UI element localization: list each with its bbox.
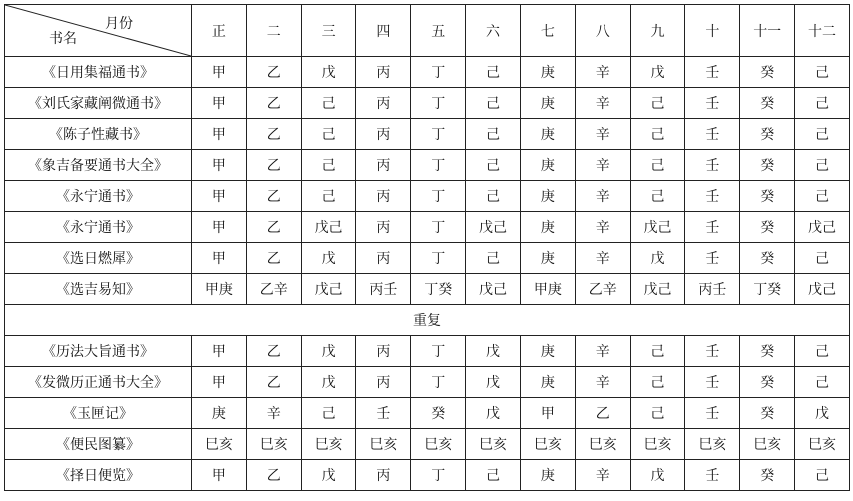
- table-row: [5, 429, 850, 460]
- stem-cell: 辛: [575, 119, 630, 150]
- book-title-cell: 《择日便览》: [5, 460, 192, 491]
- stem-cell: 己: [795, 367, 850, 398]
- stem-cell: 甲: [192, 88, 247, 119]
- stem-cell: 己: [301, 181, 356, 212]
- stem-cell: 戊己: [630, 212, 685, 243]
- book-title-cell: 《象吉备要通书大全》: [5, 150, 192, 181]
- stem-cell: 戊: [630, 243, 685, 274]
- stem-cell: 丙: [356, 243, 411, 274]
- stem-cell: 丁: [411, 57, 466, 88]
- month-header: 七: [520, 5, 575, 57]
- stem-cell: 甲: [192, 119, 247, 150]
- stem-cell: 巳亥: [575, 429, 630, 460]
- stem-cell: 己: [466, 57, 521, 88]
- stem-cell: 乙: [246, 181, 301, 212]
- stem-cell: 丙壬: [356, 274, 411, 305]
- month-header: 八: [575, 5, 630, 57]
- corner-book-label: 书名: [49, 31, 77, 47]
- stem-cell: 辛: [575, 57, 630, 88]
- month-header: 四: [356, 5, 411, 57]
- stem-cell: 辛: [575, 181, 630, 212]
- stem-cell: 壬: [685, 181, 740, 212]
- stem-cell: 癸: [740, 57, 795, 88]
- stem-cell: 丁癸: [740, 274, 795, 305]
- stem-cell: 戊: [795, 398, 850, 429]
- stem-cell: 戊己: [466, 212, 521, 243]
- stem-cell: 丙: [356, 57, 411, 88]
- stem-cell: 己: [795, 88, 850, 119]
- stem-cell: 癸: [740, 398, 795, 429]
- stem-cell: 庚: [192, 398, 247, 429]
- stem-cell: 辛: [575, 336, 630, 367]
- stem-cell: 戊: [466, 398, 521, 429]
- stem-cell: 己: [795, 57, 850, 88]
- stem-cell: 己: [466, 243, 521, 274]
- month-header: 六: [466, 5, 521, 57]
- table-row: [5, 150, 850, 181]
- stem-cell: 癸: [740, 243, 795, 274]
- stem-cell: 庚: [520, 336, 575, 367]
- stem-cell: 庚: [520, 460, 575, 491]
- stem-cell: 戊己: [466, 274, 521, 305]
- stem-cell: 巳亥: [356, 429, 411, 460]
- month-header: 十二: [795, 5, 850, 57]
- stem-cell: 庚: [520, 88, 575, 119]
- stem-cell: 乙: [246, 336, 301, 367]
- month-header: 五: [411, 5, 466, 57]
- book-title-cell: 《选日燃犀》: [5, 243, 192, 274]
- table-row: [5, 460, 850, 491]
- stem-cell: 辛: [575, 243, 630, 274]
- stem-cell: 辛: [575, 460, 630, 491]
- stem-cell: 癸: [740, 367, 795, 398]
- stem-cell: 癸: [740, 88, 795, 119]
- stem-cell: 己: [630, 88, 685, 119]
- book-title-cell: 《发微历正通书大全》: [5, 367, 192, 398]
- stem-cell: 戊: [466, 367, 521, 398]
- stem-cell: 甲: [192, 460, 247, 491]
- stem-cell: 巳亥: [795, 429, 850, 460]
- stem-cell: 己: [466, 88, 521, 119]
- stem-cell: 丙: [356, 119, 411, 150]
- stem-cell: 甲庚: [520, 274, 575, 305]
- stem-cell: 庚: [520, 367, 575, 398]
- stem-cell: 己: [630, 336, 685, 367]
- stem-cell: 丙: [356, 367, 411, 398]
- stem-cell: 甲: [192, 243, 247, 274]
- stem-cell: 丁: [411, 212, 466, 243]
- table-row: [5, 398, 850, 429]
- stem-cell: 戊己: [795, 274, 850, 305]
- stem-cell: 壬: [685, 88, 740, 119]
- stem-cell: 丙: [356, 150, 411, 181]
- stem-cell: 己: [795, 181, 850, 212]
- stem-cell: 丁: [411, 460, 466, 491]
- stem-cell: 壬: [685, 119, 740, 150]
- stem-cell: 己: [795, 336, 850, 367]
- table-container: [4, 4, 849, 497]
- stem-cell: 壬: [685, 150, 740, 181]
- stem-cell: 己: [630, 181, 685, 212]
- stem-cell: 丁: [411, 88, 466, 119]
- stem-cell: 甲: [192, 57, 247, 88]
- stem-cell: 甲: [192, 181, 247, 212]
- month-header: 十: [685, 5, 740, 57]
- stem-cell: 丁: [411, 367, 466, 398]
- header-row: [5, 5, 850, 57]
- stem-cell: 丁: [411, 243, 466, 274]
- book-title-cell: 《历法大旨通书》: [5, 336, 192, 367]
- stem-cell: 己: [466, 181, 521, 212]
- table-row: [5, 274, 850, 305]
- section-label: 重复: [5, 305, 850, 336]
- stem-cell: 甲: [520, 398, 575, 429]
- book-title-cell: 《永宁通书》: [5, 212, 192, 243]
- book-title-cell: 《陈子性藏书》: [5, 119, 192, 150]
- stem-cell: 己: [301, 119, 356, 150]
- table-row: [5, 367, 850, 398]
- stem-cell: 壬: [685, 460, 740, 491]
- stem-cell: 壬: [685, 367, 740, 398]
- stem-cell: 戊: [301, 57, 356, 88]
- stem-cell: 戊: [630, 460, 685, 491]
- book-title-cell: 《永宁通书》: [5, 181, 192, 212]
- stem-cell: 壬: [356, 398, 411, 429]
- stem-cell: 辛: [246, 398, 301, 429]
- stem-cell: 庚: [520, 150, 575, 181]
- stem-cell: 庚: [520, 57, 575, 88]
- stem-cell: 乙辛: [246, 274, 301, 305]
- stem-cell: 辛: [575, 212, 630, 243]
- stem-cell: 己: [795, 119, 850, 150]
- stem-cell: 甲: [192, 212, 247, 243]
- stem-cell: 丙: [356, 212, 411, 243]
- book-title-cell: 《刘氏家藏阐微通书》: [5, 88, 192, 119]
- stem-cell: 甲庚: [192, 274, 247, 305]
- stem-cell: 丙: [356, 460, 411, 491]
- corner-month-label: 月份: [105, 16, 133, 32]
- stem-cell: 壬: [685, 336, 740, 367]
- stem-cell: 戊己: [630, 274, 685, 305]
- stem-cell: 己: [630, 119, 685, 150]
- book-title-cell: 《便民图纂》: [5, 429, 192, 460]
- stem-cell: 癸: [740, 119, 795, 150]
- stem-cell: 丁: [411, 336, 466, 367]
- stem-cell: 己: [466, 119, 521, 150]
- diagonal-line: [5, 5, 191, 56]
- stem-cell: 己: [466, 150, 521, 181]
- stem-cell: 丁: [411, 150, 466, 181]
- table-row: [5, 336, 850, 367]
- month-header: 三: [301, 5, 356, 57]
- stem-cell: 己: [795, 243, 850, 274]
- month-stem-table: [4, 4, 850, 491]
- stem-cell: 丁: [411, 119, 466, 150]
- stem-cell: 乙: [246, 119, 301, 150]
- stem-cell: 戊: [301, 336, 356, 367]
- stem-cell: 壬: [685, 57, 740, 88]
- month-header: 九: [630, 5, 685, 57]
- stem-cell: 癸: [740, 336, 795, 367]
- stem-cell: 戊己: [301, 212, 356, 243]
- stem-cell: 乙: [246, 243, 301, 274]
- corner-cell: [5, 5, 192, 57]
- stem-cell: 丁癸: [411, 274, 466, 305]
- stem-cell: 戊: [301, 367, 356, 398]
- book-title-cell: 《选吉易知》: [5, 274, 192, 305]
- stem-cell: 丙: [356, 88, 411, 119]
- stem-cell: 戊己: [301, 274, 356, 305]
- stem-cell: 己: [630, 398, 685, 429]
- stem-cell: 己: [466, 460, 521, 491]
- stem-cell: 巳亥: [246, 429, 301, 460]
- stem-cell: 乙: [246, 150, 301, 181]
- table-row: [5, 88, 850, 119]
- stem-cell: 丙: [356, 181, 411, 212]
- stem-cell: 乙: [246, 367, 301, 398]
- stem-cell: 癸: [411, 398, 466, 429]
- stem-cell: 壬: [685, 243, 740, 274]
- table-row: [5, 243, 850, 274]
- stem-cell: 乙: [575, 398, 630, 429]
- stem-cell: 己: [795, 460, 850, 491]
- month-header: 十一: [740, 5, 795, 57]
- stem-cell: 巳亥: [301, 429, 356, 460]
- stem-cell: 庚: [520, 181, 575, 212]
- stem-cell: 戊: [466, 336, 521, 367]
- stem-cell: 戊: [630, 57, 685, 88]
- table-row: [5, 181, 850, 212]
- stem-cell: 辛: [575, 150, 630, 181]
- stem-cell: 壬: [685, 212, 740, 243]
- section-row: [5, 305, 850, 336]
- stem-cell: 己: [630, 367, 685, 398]
- stem-cell: 甲: [192, 336, 247, 367]
- stem-cell: 壬: [685, 398, 740, 429]
- stem-cell: 乙: [246, 460, 301, 491]
- table-row: [5, 119, 850, 150]
- stem-cell: 乙: [246, 57, 301, 88]
- stem-cell: 己: [630, 150, 685, 181]
- stem-cell: 甲: [192, 150, 247, 181]
- table-row: [5, 212, 850, 243]
- stem-cell: 丙: [356, 336, 411, 367]
- stem-cell: 癸: [740, 212, 795, 243]
- book-title-cell: 《玉匣记》: [5, 398, 192, 429]
- stem-cell: 丁: [411, 181, 466, 212]
- stem-cell: 乙: [246, 88, 301, 119]
- month-header: 二: [246, 5, 301, 57]
- stem-cell: 乙辛: [575, 274, 630, 305]
- stem-cell: 巳亥: [520, 429, 575, 460]
- stem-cell: 癸: [740, 460, 795, 491]
- stem-cell: 巳亥: [192, 429, 247, 460]
- stem-cell: 巳亥: [685, 429, 740, 460]
- stem-cell: 庚: [520, 243, 575, 274]
- stem-cell: 庚: [520, 212, 575, 243]
- stem-cell: 辛: [575, 367, 630, 398]
- stem-cell: 己: [301, 398, 356, 429]
- stem-cell: 癸: [740, 150, 795, 181]
- stem-cell: 辛: [575, 88, 630, 119]
- stem-cell: 甲: [192, 367, 247, 398]
- stem-cell: 己: [301, 150, 356, 181]
- stem-cell: 己: [795, 150, 850, 181]
- stem-cell: 巳亥: [411, 429, 466, 460]
- table-row: [5, 57, 850, 88]
- stem-cell: 戊: [301, 460, 356, 491]
- stem-cell: 戊己: [795, 212, 850, 243]
- stem-cell: 巳亥: [466, 429, 521, 460]
- book-title-cell: 《日用集福通书》: [5, 57, 192, 88]
- stem-cell: 乙: [246, 212, 301, 243]
- stem-cell: 巳亥: [630, 429, 685, 460]
- stem-cell: 庚: [520, 119, 575, 150]
- stem-cell: 癸: [740, 181, 795, 212]
- stem-cell: 丙壬: [685, 274, 740, 305]
- stem-cell: 巳亥: [740, 429, 795, 460]
- stem-cell: 己: [301, 88, 356, 119]
- month-header: 正: [192, 5, 247, 57]
- stem-cell: 戊: [301, 243, 356, 274]
